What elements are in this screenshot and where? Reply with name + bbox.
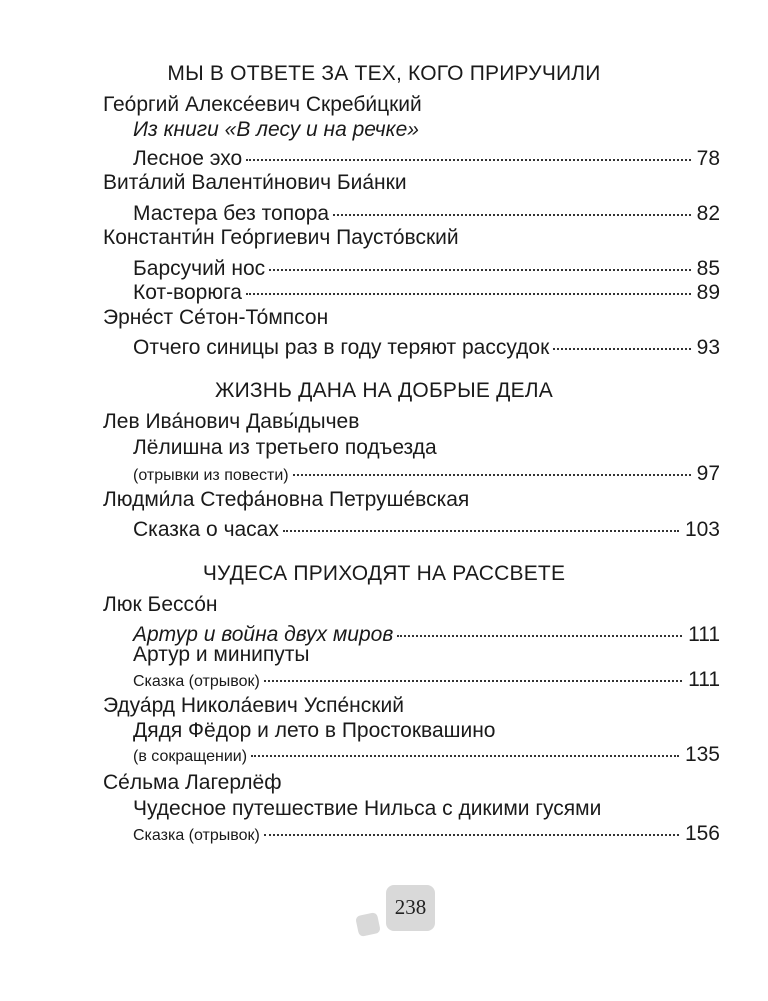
work-note: Сказка (отрывок): [133, 673, 260, 690]
dot-leader: [333, 198, 691, 220]
page-ref: 111: [688, 623, 720, 647]
toc-entry[interactable]: [133, 514, 720, 542]
dot-leader: [269, 253, 690, 275]
work-title: Лёлишна из третьего подъезда: [133, 436, 437, 459]
work-title: Артур и минипуты: [133, 643, 310, 666]
section-title: МЫ В ОТВЕТЕ ЗА ТЕХ, КОГО ПРИРУЧИЛИ: [167, 62, 601, 85]
author-name: Люк Бессо́н: [103, 593, 218, 616]
work-title: Артур и война двух миров: [133, 623, 394, 647]
work-title: Кот-ворюга: [133, 281, 242, 305]
toc-entry[interactable]: [133, 743, 720, 767]
toc-entry[interactable]: [133, 462, 720, 486]
dot-leader: [246, 143, 690, 165]
page-number: 238: [394, 895, 427, 919]
page-ref: 103: [684, 518, 720, 542]
work-note: (отрывки из повести): [133, 467, 289, 484]
dot-leader: [553, 332, 690, 354]
work-title: Чудесное путешествие Нильса с дикими гусями: [133, 797, 602, 820]
toc-entry[interactable]: [133, 277, 720, 305]
author-name: Эрне́ст Се́тон-То́мпсон: [103, 306, 329, 329]
dot-leader: [251, 744, 679, 761]
page-ref: 135: [684, 743, 720, 766]
page-ref: 93: [696, 336, 720, 360]
author-name: Константи́н Гео́ргиевич Паусто́вский: [103, 226, 459, 249]
dot-leader: [264, 669, 682, 686]
toc-entry[interactable]: [133, 143, 720, 171]
decorative-square: [355, 912, 381, 937]
author-name: Людми́ла Стефа́новна Петруше́вская: [103, 488, 470, 511]
work-title: Барсучий нос: [133, 257, 266, 281]
section-title: ЧУДЕСА ПРИХОДЯТ НА РАССВЕТЕ: [202, 562, 566, 585]
page-ref: 111: [688, 668, 720, 691]
section-title: ЖИЗНЬ ДАНА НА ДОБРЫЕ ДЕЛА: [215, 379, 553, 402]
author-name: Эдуа́рд Никола́евич Успе́нский: [103, 694, 404, 717]
work-note: (в сокращении): [133, 748, 248, 765]
work-title: Отчего синицы раз в году теряют рассудок: [133, 336, 550, 360]
toc-entry[interactable]: [133, 332, 720, 360]
toc-entry[interactable]: [133, 198, 720, 226]
work-title: Сказка о часах: [133, 518, 279, 542]
work-title: Лесное эхо: [133, 147, 243, 171]
dot-leader: [397, 619, 682, 641]
work-title: Мастера без топора: [133, 202, 330, 226]
author-name: Лев Ива́нович Давы́дычев: [103, 410, 360, 433]
page-ref: 97: [696, 462, 720, 485]
dot-leader: [283, 514, 679, 536]
toc-entry[interactable]: [133, 668, 720, 692]
dot-leader: [264, 823, 679, 840]
page-ref: 82: [696, 202, 720, 226]
page-ref: 78: [696, 147, 720, 171]
page-ref: 89: [696, 281, 720, 305]
page-ref: 85: [696, 257, 720, 281]
page-ref: 156: [684, 822, 720, 845]
author-name: Гео́ргий Алексе́евич Скреби́цкий: [103, 93, 422, 116]
author-name: Вита́лий Валенти́нович Биа́нки: [103, 171, 407, 194]
dot-leader: [293, 463, 691, 480]
toc-entry[interactable]: [133, 822, 720, 846]
work-note: Сказка (отрывок): [133, 827, 260, 844]
work-title: Дядя Фёдор и лето в Простоквашино: [133, 719, 496, 742]
dot-leader: [246, 277, 691, 299]
book-subtitle: Из книги «В лесу и на речке»: [133, 118, 419, 141]
author-name: Се́льма Лагерлёф: [103, 771, 282, 794]
